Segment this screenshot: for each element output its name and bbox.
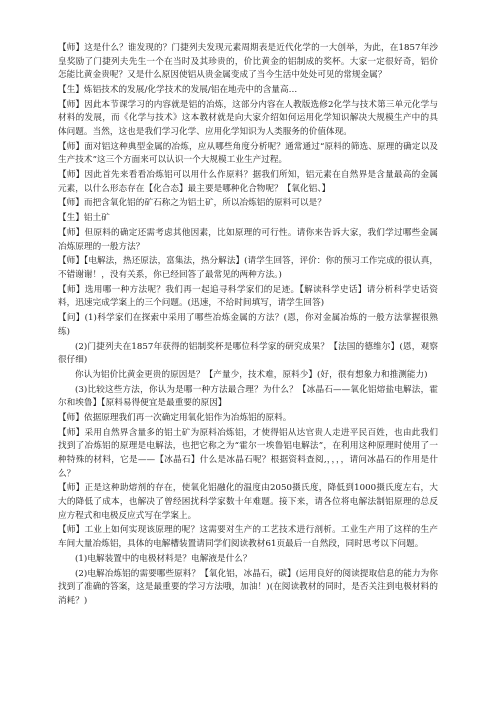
paragraph: (2)门捷列夫在1857年获得的铝制奖杯是哪位科学家的研究成果？【法国的德维尔】(恩，观察很仔细): [58, 341, 438, 366]
paragraph: 【师】采用自然界含量多的铝土矿为原料冶炼铝，才使得铝从达官贵人走进平民百姓，也由此我们找到了冶炼铝的原理是电解法，也把它称之为“霍尔一埃鲁铝电解法”，在利用这种原理时使用了一种特殊的材料，它是——【冰晶石】什么是冰晶石呢？根据资料查阅,，，，，请问冰晶石的作用是什么？: [58, 427, 438, 479]
paragraph: 【师】【电解法，热还原法，富集法，热分解法】(请学生回答，评价：你的预习工作完成的很认真，不错谢谢！，没有关系，你已经回答了最常见的两种方法。): [58, 256, 438, 280]
paragraph: (1)电解装置中的电极材料是？电解液是什么？: [75, 553, 252, 564]
paragraph: 你认为铝价比黄金更贵的原因是？【产量少，技术难，原料少】(好，很有想象力和推测能力): [75, 369, 428, 380]
paragraph: 【问】(1)科学家们在探索中采用了哪些冶炼金属的方法？(恩，你对金属冶炼的一般方法掌握很熟练): [58, 313, 438, 337]
paragraph: 【师】因此本节课学习的内容就是铝的冶炼，这部分内容在人教版选修2化学与技术第三单元化学与材料的发展，而《化学与技术》这本教材就是向大家介绍如何运用化学知识解决大规模生产中的具体问题。当然，这也是我们学习化学、应用化学知识为人类服务的价值体现。: [58, 99, 438, 137]
paragraph: 【师】面对铝这种典型金属的冶炼，应从哪些角度分析呢？通常通过“原料的筛选、原理的确定以及生产技术”这三个方面来可以认识一个大规模工业生产过程。: [58, 141, 438, 166]
paragraph: 【师】依据原理我们再一次确定用氧化铝作为冶炼铝的原料。: [58, 413, 292, 424]
paragraph: 【生】铝土矿: [58, 213, 110, 224]
paragraph: 【师】但原料的确定还需考虑其他因素，比如原理的可行性。请你来告诉大家，我们学过哪些金属冶炼原理的一般方法？: [58, 228, 438, 252]
paragraph: 【师】因此首先来看看冶炼铝可以用什么作原料？据我们所知，铝元素在自然界是含量最高的金属元素，以什么形态存在【化合态】最主要是哪种化合物呢？【氧化铝、】: [58, 170, 438, 194]
paragraph: (2)电解冶炼铝的需要哪些原料？【氧化铝，冰晶石，碳】(运用良好的阅读提取信息的能力为你找到了准确的答案，这是最重要的学习方法哦，加油！)(在阅读教材的同时，是否关注到电极材料的消耗？): [58, 568, 438, 606]
paragraph: 【师】而把含氧化铝的矿石称之为铝土矿，所以冶炼铝的原料可以是？: [58, 198, 326, 209]
paragraph: 【师】工业上如何实现该原理的呢？这需要对生产的工艺技术进行剖析。工业生产用了这样的生产车间大量冶炼铝，具体的电解槽装置请同学们阅读教材61页最后一自然段，同时思考以下问题。: [58, 525, 438, 549]
paragraph: 【师】选用哪一种方法呢？我们再一起追寻科学家们的足迹。【解读科学史话】请分析科学史话资料，迅速完成学案上的三个问题。(迅速，不给时间填写，请学生回答): [58, 284, 438, 309]
paragraph: 【师】正是这种助熔剂的存在，使氧化铝融化的温度由2050摄氏度，降低到1000摄氏度左右，大大的降低了成本，也解决了曾经困扰科学家数十年难题。接下来，请各位将电解法制铝原理的总反应方程式和电极反应式写在学案上。: [58, 483, 438, 521]
paragraph: 【师】这是什么？谁发现的？门捷列夫发现元素周期表是近代化学的一大创举，为此，在1857年沙皇奖励了门捷列夫先生一个在当时及其珍贵的，价比黄金的铝制成的奖杯。大家一定很好奇，铝价怎能比黄金贵呢？又是什么原因使铝从贵金属变成了当今生活中处处可见的常规金属？: [58, 43, 438, 81]
paragraph: 【生】炼铝技术的发展/化学技术的发展/铝在地壳中的含量高…: [58, 84, 298, 95]
paragraph: (3)比较这些方法，你认为是哪一种方法最合理？为什么？【冰晶石——氧化铝熔盐电解法，霍尔和埃鲁】【原料易得便宜是最重要的原因】: [58, 384, 438, 409]
